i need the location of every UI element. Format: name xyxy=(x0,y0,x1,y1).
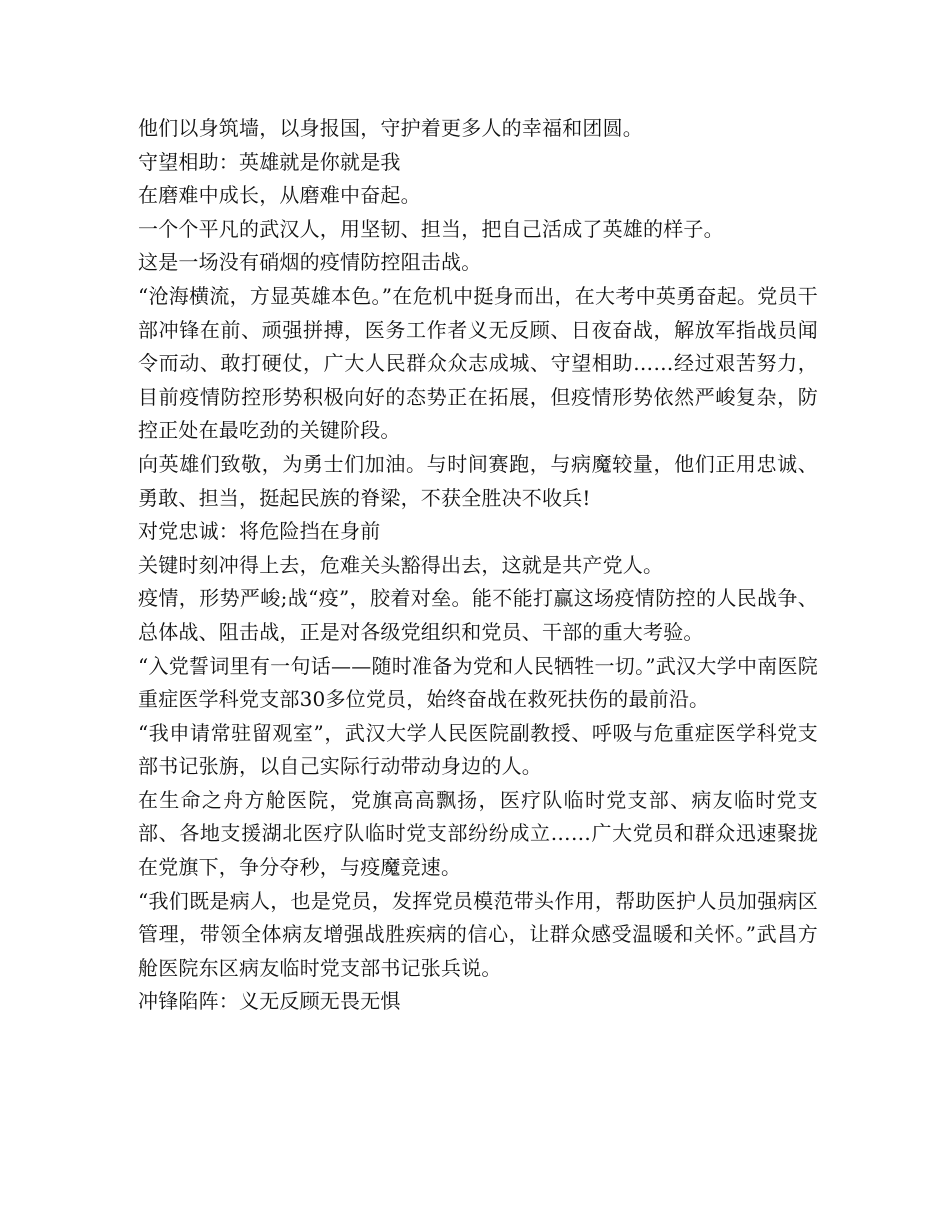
paragraph: “我们既是病人，也是党员，发挥党员模范带头作用，帮助医护人员加强病区管理，带领全体病友增强战胜疾病的信心，让群众感受温暖和关怀。”武昌方舱医院东区病友临时党支部书记张兵说。 xyxy=(138,888,818,980)
section-heading: 对党忠诚：将危险挡在身前 xyxy=(138,519,381,544)
paragraph: 他们以身筑墙，以身报国，守护着更多人的幸福和团圆。 xyxy=(138,116,643,140)
paragraph: 在生命之舟方舱医院，党旗高高飘扬，医疗队临时党支部、病友临时党支部、各地支援湖北医疗队临时党支部纷纷成立……广大党员和群众迅速聚拢在党旗下，争分夺秒，与疫魔竞速。 xyxy=(138,787,818,880)
document-body xyxy=(138,112,818,1019)
paragraph: 疫情，形势严峻;战“疫”，胶着对垒。能不能打赢这场疫情防控的人民战争、总体战、阻击战，正是对各级党组织和党员、干部的重大考验。 xyxy=(138,586,818,644)
section-heading: 冲锋陷阵：义无反顾无畏无惧 xyxy=(138,989,401,1014)
section-heading: 守望相助：英雄就是你就是我 xyxy=(138,149,401,174)
paragraph: 向英雄们致敬，为勇士们加油。与时间赛跑，与病魔较量，他们正用忠诚、勇敢、担当，挺起民族的脊梁，不获全胜决不收兵! xyxy=(138,451,818,510)
paragraph: “我申请常驻留观室”，武汉大学人民医院副教授、呼吸与危重症医学科党支部书记张旃，以自己实际行动带动身边的人。 xyxy=(138,720,818,779)
paragraph: 关键时刻冲得上去，危难关头豁得出去，这就是共产党人。 xyxy=(138,552,664,577)
paragraph: “入党誓词里有一句话——随时准备为党和人民牺牲一切。”武汉大学中南医院重症医学科党支部30多位党员，始终奋战在救死扶伤的最前沿。 xyxy=(138,653,818,712)
paragraph: “沧海横流，方显英雄本色。”在危机中挺身而出，在大考中英勇奋起。党员干部冲锋在前、顽强拼搏，医务工作者义无反顾、日夜奋战，解放军指战员闻令而动、敢打硬仗，广大人民群众众志成城、守望相助……经过艰苦努力，目前疫情防控形势积极向好的态势正在拓展，但疫情形势依然严峻复杂，防控正处在最吃劲的关键阶段。 xyxy=(138,283,818,443)
paragraph: 一个个平凡的武汉人，用坚韧、担当，把自己活成了英雄的样子。 xyxy=(138,216,724,241)
paragraph: 这是一场没有硝烟的疫情防控阻击战。 xyxy=(138,250,482,275)
paragraph: 在磨难中成长，从磨难中奋起。 xyxy=(138,183,421,208)
